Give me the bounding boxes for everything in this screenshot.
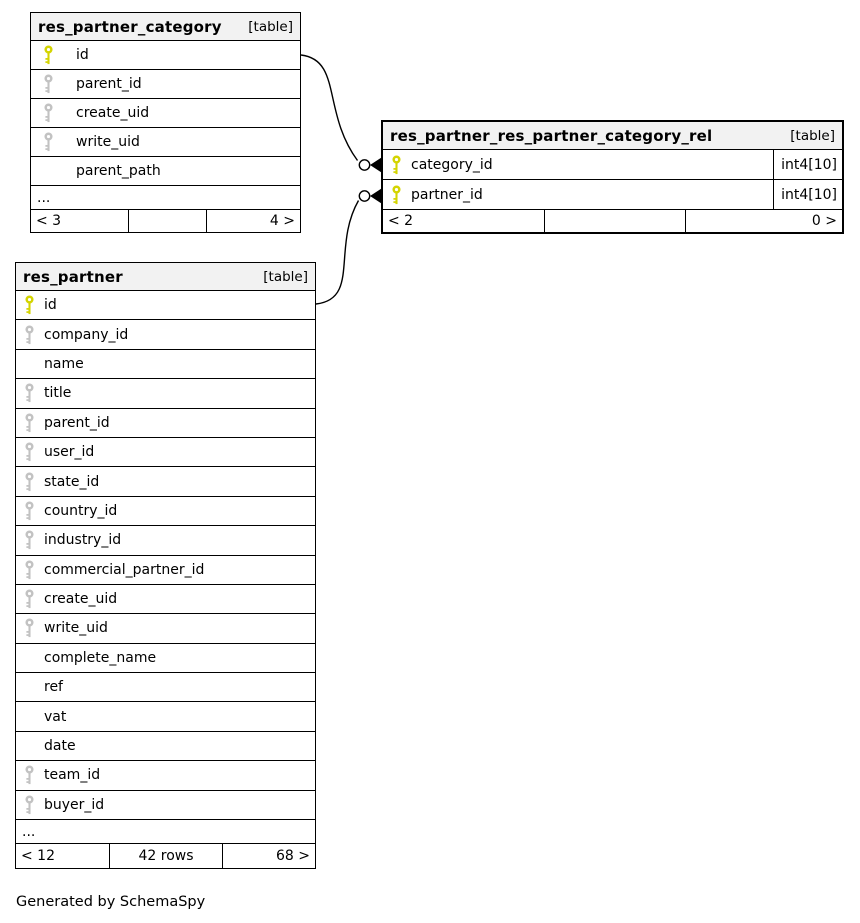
column-row-write-uid[interactable] (16, 614, 315, 643)
column-row-parent-id[interactable] (31, 70, 300, 99)
column-row-id[interactable] (16, 291, 315, 320)
foreign-key-icon (24, 618, 35, 638)
column-name: create_uid (44, 591, 118, 608)
parents-count: 68 > (222, 844, 315, 868)
foreign-key-icon (24, 442, 35, 462)
column-name: team_id (44, 767, 101, 784)
children-count: < 12 (21, 848, 55, 865)
column-row-vat[interactable] (16, 702, 315, 731)
crows-foot-arrow (370, 189, 382, 204)
table-title: res_partner (23, 267, 123, 286)
column-row-parent-path[interactable] (31, 157, 300, 186)
zero-or-many-circle (359, 191, 369, 201)
table-footer (383, 210, 842, 232)
primary-key-icon (391, 155, 402, 175)
column-row-commercial-partner-id[interactable] (16, 556, 315, 585)
children-count: < 2 (388, 213, 414, 229)
column-name: country_id (44, 502, 118, 519)
row-count: 42 rows (109, 844, 222, 868)
foreign-key-icon (24, 795, 35, 815)
column-name: industry_id (44, 532, 122, 549)
column-row-partner-id[interactable] (383, 180, 842, 210)
connector-category-id (301, 55, 382, 173)
table-type-label: [table] (790, 127, 835, 144)
column-name: name (44, 355, 84, 372)
column-name: complete_name (44, 649, 157, 666)
parents-count: 0 > (685, 210, 842, 232)
column-row-create-uid[interactable] (31, 99, 300, 128)
column-row-complete-name[interactable] (16, 644, 315, 673)
no-key-icon (24, 354, 35, 374)
foreign-key-icon (24, 325, 35, 345)
column-row-user-id[interactable] (16, 438, 315, 467)
hidden-columns-ellipsis: ... (31, 186, 300, 210)
hidden-columns-ellipsis: ... (16, 820, 315, 844)
zero-or-many-circle (359, 160, 369, 170)
connector-partner-id (316, 189, 382, 305)
table-header[interactable] (31, 13, 300, 41)
column-name: create_uid (76, 105, 150, 121)
foreign-key-icon (24, 501, 35, 521)
column-row-ref[interactable] (16, 673, 315, 702)
column-name: write_uid (76, 134, 140, 150)
column-row-industry-id[interactable] (16, 526, 315, 555)
foreign-key-icon (43, 132, 54, 152)
parents-count: 4 > (206, 210, 300, 232)
column-name: user_id (44, 444, 95, 461)
column-row-create-uid[interactable] (16, 585, 315, 614)
table-footer (16, 844, 315, 868)
no-key-icon (24, 707, 35, 727)
table-res-partner-category[interactable] (30, 12, 301, 233)
foreign-key-icon (24, 383, 35, 403)
table-type-label: [table] (248, 18, 293, 35)
footer-middle-cell (128, 210, 206, 232)
table-header[interactable] (383, 122, 842, 150)
column-name: vat (44, 708, 67, 725)
column-name: parent_id (44, 414, 110, 431)
column-name: state_id (44, 473, 100, 490)
column-row-id[interactable] (31, 41, 300, 70)
column-row-state-id[interactable] (16, 467, 315, 496)
table-type-label: [table] (263, 268, 308, 285)
table-footer (31, 210, 300, 232)
column-type: int4[10] (773, 150, 842, 179)
column-type: int4[10] (773, 180, 842, 209)
no-key-icon (43, 161, 54, 181)
foreign-key-icon (24, 765, 35, 785)
children-count: < 3 (36, 213, 62, 229)
foreign-key-icon (24, 413, 35, 433)
column-name: title (44, 385, 72, 402)
column-row-country-id[interactable] (16, 497, 315, 526)
foreign-key-icon (24, 560, 35, 580)
table-title: res_partner_category (38, 17, 222, 36)
no-key-icon (24, 677, 35, 697)
generator-credit: Generated by SchemaSpy (16, 894, 206, 910)
table-title: res_partner_res_partner_category_rel (390, 126, 713, 145)
foreign-key-icon (24, 589, 35, 609)
column-name: date (44, 738, 76, 755)
column-name: partner_id (411, 186, 483, 203)
foreign-key-icon (43, 103, 54, 123)
column-row-parent-id[interactable] (16, 409, 315, 438)
column-name: write_uid (44, 620, 108, 637)
column-name: category_id (411, 156, 493, 173)
column-name: buyer_id (44, 796, 105, 813)
table-res-partner[interactable] (15, 262, 316, 869)
foreign-key-icon (24, 530, 35, 550)
column-row-write-uid[interactable] (31, 128, 300, 157)
column-name: id (44, 297, 57, 314)
column-row-team-id[interactable] (16, 761, 315, 790)
column-name: parent_id (76, 76, 142, 92)
foreign-key-icon (24, 472, 35, 492)
column-name: ref (44, 679, 63, 696)
crows-foot-arrow (370, 158, 382, 173)
primary-key-icon (43, 45, 54, 65)
primary-key-icon (391, 185, 402, 205)
column-name: commercial_partner_id (44, 561, 205, 578)
column-row-category-id[interactable] (383, 150, 842, 180)
column-name: id (76, 47, 89, 63)
column-row-date[interactable] (16, 732, 315, 761)
column-row-name[interactable] (16, 350, 315, 379)
footer-middle-cell (544, 210, 685, 232)
column-row-title[interactable] (16, 379, 315, 408)
no-key-icon (24, 648, 35, 668)
table-res-partner-res-partner-category-rel[interactable] (381, 120, 844, 234)
column-name: company_id (44, 326, 129, 343)
column-name: parent_path (76, 163, 161, 179)
no-key-icon (24, 736, 35, 756)
table-header[interactable] (16, 263, 315, 291)
column-row-company-id[interactable] (16, 320, 315, 349)
foreign-key-icon (43, 74, 54, 94)
column-row-buyer-id[interactable] (16, 791, 315, 820)
primary-key-icon (24, 295, 35, 315)
